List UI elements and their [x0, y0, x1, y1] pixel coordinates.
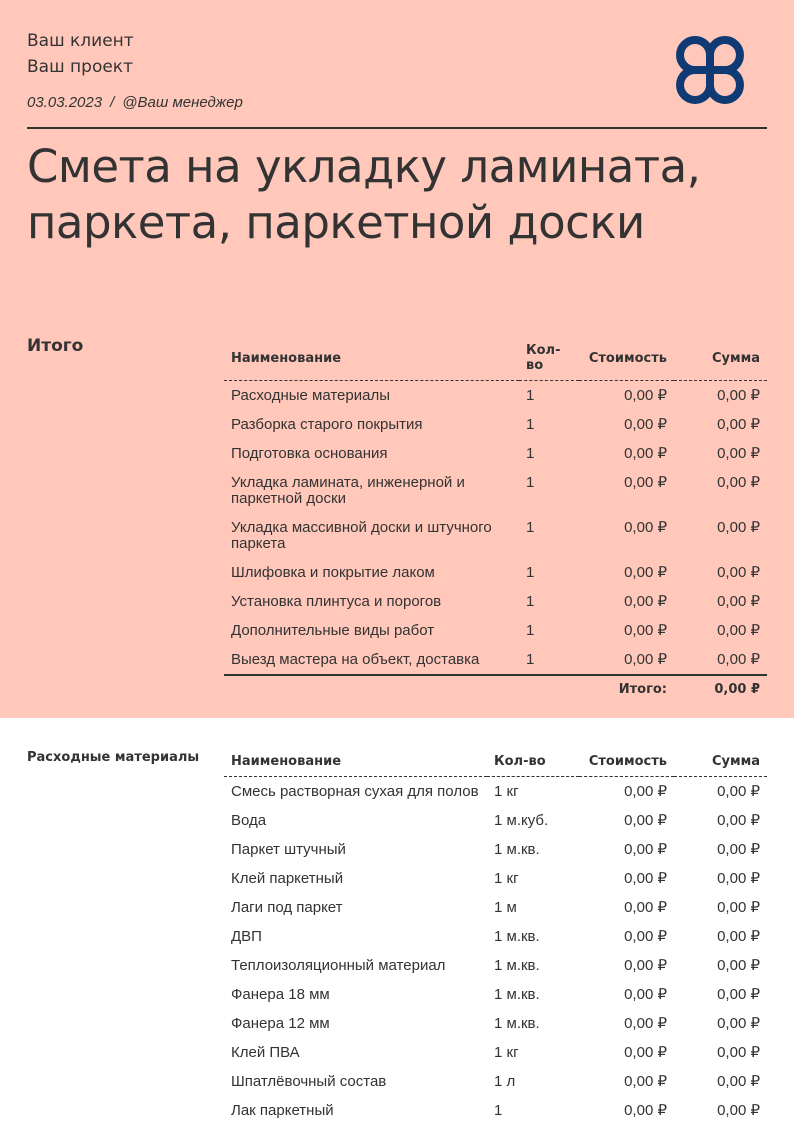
total-spacer: [519, 675, 579, 704]
cell-price: 0,00 ₽: [624, 1073, 667, 1090]
cell-price: 0,00 ₽: [624, 474, 667, 491]
cell-name: Установка плинтуса и порогов: [231, 593, 442, 610]
cell-sum: 0,00 ₽: [717, 1015, 760, 1032]
cell-sum: 0,00 ₽: [717, 841, 760, 858]
cell-qty: 1: [526, 519, 535, 536]
cell-sum: 0,00 ₽: [717, 1073, 760, 1090]
cell-name: Расходные материалы: [231, 387, 390, 404]
table-row: [224, 777, 767, 807]
cell-name: Выезд мастера на объект, доставка: [224, 645, 519, 675]
total-label: Итого:: [618, 682, 667, 697]
cell-qty: 1: [526, 474, 535, 491]
cell-name: Укладка массивной доски и штучного паркета: [231, 519, 492, 552]
cell-name: Шпатлёвочный состав: [231, 1073, 387, 1090]
table-row: [224, 951, 767, 980]
cell-sum: 0,00 ₽: [717, 593, 760, 610]
meta-separator: /: [110, 94, 115, 111]
cell-name: Фанера 12 мм: [231, 1015, 330, 1032]
cell-sum: 0,00 ₽: [717, 928, 760, 945]
cell-price: 0,00 ₽: [624, 622, 667, 639]
cell-sum: 0,00 ₽: [717, 564, 760, 581]
cell-name: Фанера 18 мм: [231, 986, 330, 1003]
column-header-sum: Сумма: [674, 748, 767, 777]
cell-name: Разборка старого покрытия: [231, 416, 423, 433]
table-row: [224, 864, 767, 893]
cell-sum: 0,00 ₽: [717, 870, 760, 887]
table-row: [224, 439, 767, 468]
column-header-price: Стоимость: [579, 337, 674, 381]
cell-name: Дополнительные виды работ: [231, 622, 435, 639]
cell-price: 0,00 ₽: [624, 899, 667, 916]
summary-header-row: [224, 337, 767, 381]
cell-qty: 1 м.кв.: [494, 841, 540, 858]
table-row: [224, 1067, 767, 1096]
cell-sum: 0,00 ₽: [717, 519, 760, 536]
table-row: [224, 835, 767, 864]
table-row: [224, 1009, 767, 1038]
cell-sum: 0,00 ₽: [717, 416, 760, 433]
cell-price: 0,00 ₽: [624, 870, 667, 887]
table-row: [224, 922, 767, 951]
cell-sum: 0,00 ₽: [717, 1044, 760, 1061]
cell-qty: 1 м.кв.: [494, 957, 540, 974]
cell-qty: 1 м.кв.: [494, 986, 540, 1003]
cell-qty: 1 м.кв.: [494, 928, 540, 945]
cell-price: 0,00 ₽: [624, 841, 667, 858]
client-name: Ваш клиент: [27, 31, 134, 51]
table-row: [224, 645, 767, 675]
cell-qty: 1: [526, 416, 535, 433]
table-row: [224, 1096, 767, 1123]
cell-qty: 1: [526, 445, 535, 462]
cell-name: Лаги под паркет: [231, 899, 343, 916]
page-title-line-2: паркета, паркетной доски: [27, 196, 645, 249]
column-header-sum: Сумма: [674, 337, 767, 381]
cell-qty: 1: [526, 622, 535, 639]
cell-qty: 1 кг: [494, 783, 519, 800]
cell-price: 0,00 ₽: [624, 928, 667, 945]
column-header-name: Наименование: [224, 337, 519, 381]
table-row: [224, 1038, 767, 1067]
total-value: 0,00 ₽: [714, 682, 760, 697]
cell-sum: 0,00 ₽: [717, 474, 760, 491]
cell-sum: 0,00 ₽: [717, 1102, 760, 1119]
cell-price: 0,00 ₽: [624, 445, 667, 462]
table-row: [224, 806, 767, 835]
manager-handle: @Ваш менеджер: [122, 94, 243, 111]
cell-price: 0,00 ₽: [624, 416, 667, 433]
summary-rows: [224, 381, 767, 676]
cell-name: ДВП: [231, 928, 262, 945]
materials-rows: [224, 777, 767, 1123]
cell-price: 0,00 ₽: [579, 645, 674, 675]
cell-qty: 1 м: [494, 899, 517, 916]
table-row: [224, 558, 767, 587]
table-row: [224, 587, 767, 616]
cell-name: Подготовка основания: [231, 445, 388, 462]
column-header-qty: Кол-во: [519, 337, 579, 381]
cell-sum: 0,00 ₽: [717, 622, 760, 639]
summary-total-row: [224, 675, 767, 704]
materials-section-label: Расходные материалы: [27, 750, 200, 765]
materials-table: [224, 748, 767, 1123]
cell-name: Вода: [231, 812, 267, 829]
column-header-name: Наименование: [224, 748, 487, 777]
summary-table: [224, 337, 767, 704]
table-row: [224, 616, 767, 645]
cell-sum: 0,00 ₽: [717, 812, 760, 829]
column-header-price: Стоимость: [579, 748, 674, 777]
column-header-qty: Кол-во: [487, 748, 579, 777]
cell-sum: 0,00 ₽: [717, 899, 760, 916]
table-row: [224, 513, 767, 558]
cell-price: 0,00 ₽: [624, 593, 667, 610]
cell-name: Теплоизоляционный материал: [231, 957, 446, 974]
cell-qty: 1 л: [494, 1073, 516, 1090]
cell-name: Укладка ламината, инженерной и паркетной доски: [231, 474, 465, 507]
table-row: [224, 381, 767, 411]
header-divider: [27, 127, 767, 129]
cell-price: 0,00 ₽: [624, 1015, 667, 1032]
estimate-date: 03.03.2023: [27, 94, 103, 111]
cell-qty: 1: [526, 593, 535, 610]
cell-name: Шлифовка и покрытие лаком: [231, 564, 435, 581]
cell-sum: 0,00 ₽: [717, 986, 760, 1003]
cell-price: 0,00 ₽: [624, 957, 667, 974]
table-row: [224, 893, 767, 922]
cell-price: 0,00 ₽: [624, 564, 667, 581]
meta-line: [27, 94, 243, 111]
table-row: [224, 410, 767, 439]
cell-price: 0,00 ₽: [624, 986, 667, 1003]
project-name: Ваш проект: [27, 57, 133, 77]
cell-qty: 1: [526, 564, 535, 581]
cell-qty: 1 кг: [494, 1044, 519, 1061]
total-spacer: [224, 675, 519, 704]
cell-qty: 1: [494, 1102, 503, 1119]
cell-price: 0,00 ₽: [624, 1044, 667, 1061]
clover-logo-icon: [672, 32, 748, 108]
cell-qty: 1: [519, 645, 579, 675]
cell-name: Клей ПВА: [231, 1044, 300, 1061]
cell-sum: 0,00 ₽: [674, 645, 767, 675]
cell-sum: 0,00 ₽: [717, 957, 760, 974]
cell-price: 0,00 ₽: [624, 812, 667, 829]
page-title-line-1: Смета на укладку ламината,: [27, 140, 701, 193]
page-title: [27, 139, 767, 251]
cell-qty: 1 м.куб.: [494, 812, 549, 829]
table-row: [224, 980, 767, 1009]
table-row: [224, 468, 767, 513]
summary-section-label: Итого: [27, 336, 84, 356]
cell-qty: 1 м.кв.: [494, 1015, 540, 1032]
cell-name: Паркет штучный: [231, 841, 346, 858]
cell-price: 0,00 ₽: [624, 519, 667, 536]
cell-name: Смесь растворная сухая для полов: [231, 783, 479, 800]
cell-price: 0,00 ₽: [624, 387, 667, 404]
cell-sum: 0,00 ₽: [717, 445, 760, 462]
cell-qty: 1: [526, 387, 535, 404]
cell-sum: 0,00 ₽: [717, 387, 760, 404]
cell-name: Клей паркетный: [231, 870, 344, 887]
client-block: [27, 28, 134, 80]
cell-price: 0,00 ₽: [624, 783, 667, 800]
materials-header-row: [224, 748, 767, 777]
cell-price: 0,00 ₽: [624, 1102, 667, 1119]
cell-qty: 1 кг: [494, 870, 519, 887]
cell-name: Лак паркетный: [231, 1102, 334, 1119]
cell-sum: 0,00 ₽: [717, 783, 760, 800]
